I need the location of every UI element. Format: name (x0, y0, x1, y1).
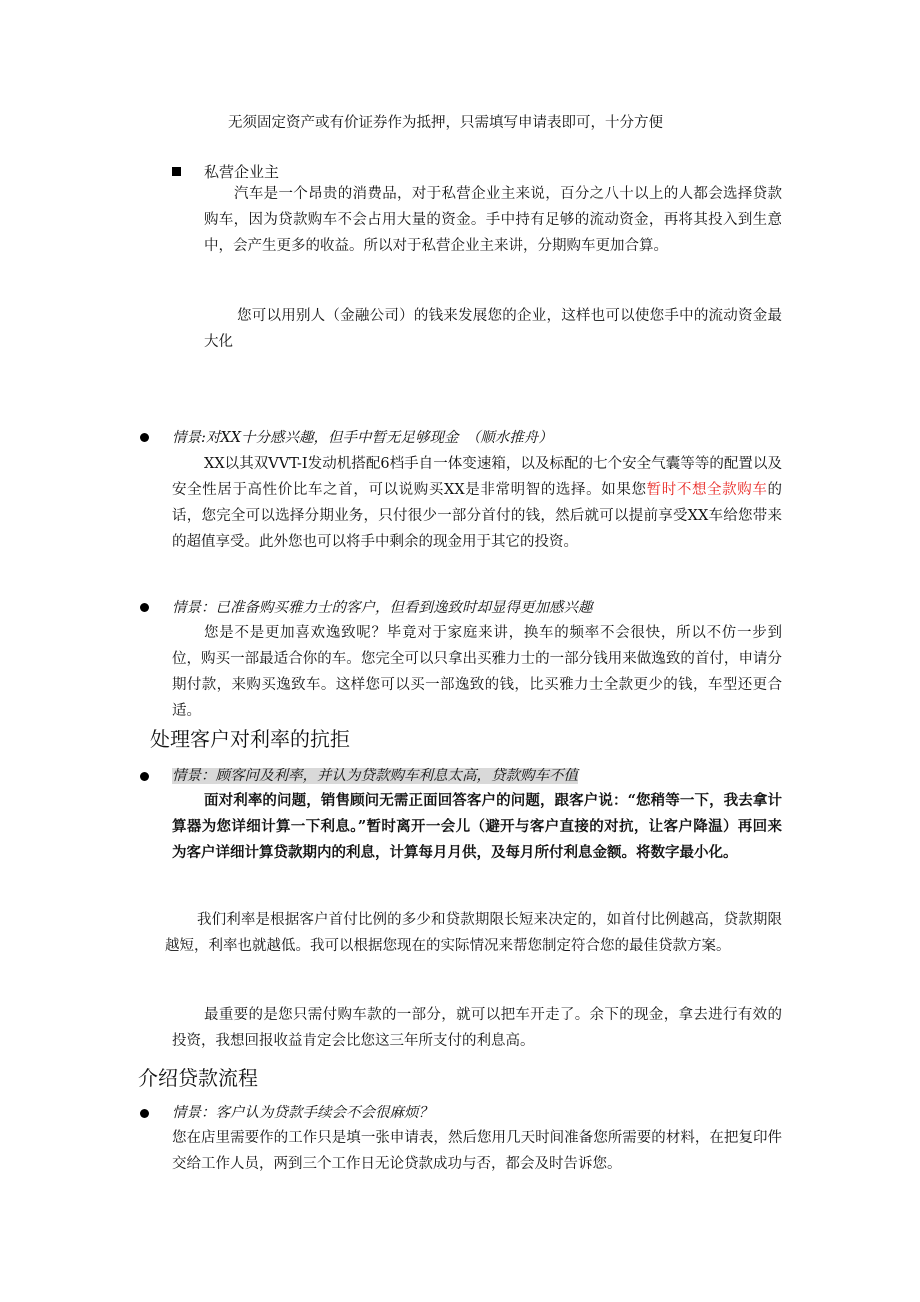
round-bullet-icon (140, 1109, 149, 1118)
scene-1-highlight-red: 暂时不想全款购车 (646, 482, 768, 498)
private-owner-heading: 私营企业主 (204, 163, 280, 181)
round-bullet-icon (140, 433, 149, 442)
interest-para-3: 最重要的是您只需付购车款的一部分，就可以把车开走了。余下的现金，拿去进行有效的投资，我想回报收益肯定会比您这三年所支付的利息高。 (172, 1007, 782, 1049)
scene-1-body (172, 451, 782, 555)
interest-scene-title-text: 情景：顾客问及利率，并认为贷款购车利息太高，贷款购车不值 (172, 768, 578, 784)
interest-bold-para: 面对利率的问题，销售顾问无需正面回答客户的问题，跟客户说：“您稍等一下，我去拿计算器为您详细计算一下利息。”暂时离开一会儿（避开与客户直接的对抗，让客户降温）再回来为客户详细计算贷款期内的利息，计算每月月供，及每月所付利息金额。将数字最小化。 (172, 792, 782, 861)
scene-1-body-end: 的话，您完全可以选择分期业务，只付很少一部分首付的钱，然后就可以提前享受XX车给您带来的超值享受。此外您也可以将手中剩余的现金用于其它的投资。 (172, 482, 782, 550)
scene-1-body-start: XX以其双VVT-I发动机搭配6档手自一体变速箱，以及标配的七个安全气囊等等的配置以及安全性居于高性价比车之首，可以说购买XX是非常明智的选择。如果您 (172, 456, 782, 498)
scene-2-title: 情景：已准备购买雅力士的客户，但看到逸致时却显得更加感兴趣 (172, 600, 593, 616)
process-scene-title: 情景：客户认为贷款手续会不会很麻烦？ (172, 1105, 433, 1121)
square-bullet-icon (172, 167, 181, 176)
private-owner-para-1: 汽车是一个昂贵的消费品，对于私营企业主来说，百分之八十以上的人都会选择贷款购车，因为贷款购车不会占用大量的资金。手中持有足够的流动资金，再将其投入到生意中，会产生更多的收益。所以对于私营企业主来讲，分期购车更加合算。 (204, 186, 782, 254)
interest-para-2: 我们利率是根据客户首付比例的多少和贷款期限长短来决定的，如首付比例越高，贷款期限越短，利率也就越低。我可以根据您现在的实际情况来帮您制定符合您的最佳贷款方案。 (165, 912, 782, 954)
round-bullet-icon (140, 603, 149, 612)
scene-1-title: 情景:对XX十分感兴趣，但手中暂无足够现金 （顺水推舟） (172, 430, 553, 446)
round-bullet-icon (140, 772, 149, 781)
private-owner-para-2: 您可以用别人（金融公司）的钱来发展您的企业，这样也可以使您手中的流动资金最大化 (204, 308, 782, 350)
scene-2-body: 您是不是更加喜欢逸致呢？毕竟对于家庭来讲，换车的频率不会很快，所以不仿一步到位，购买一部最适合你的车。您完全可以只拿出买雅力士的一部分钱用来做逸致的首付，申请分期付款，来购买逸致车。这样您可以买一部逸致的钱，比买雅力士全款更少的钱，车型还更合适。 (172, 625, 782, 719)
interest-section-heading: 处理客户对利率的抗拒 (150, 727, 350, 751)
process-body: 您在店里需要作的工作只是填一张申请表，然后您用几天时间准备您所需要的材料，在把复印件交给工作人员，两到三个工作日无论贷款成功与否，都会及时告诉您。 (172, 1130, 782, 1172)
intro-line: 无须固定资产或有价证券作为抵押，只需填写申请表即可，十分方便 (228, 115, 663, 131)
interest-scene-title (172, 763, 578, 789)
process-section-heading: 介绍贷款流程 (138, 1066, 258, 1090)
